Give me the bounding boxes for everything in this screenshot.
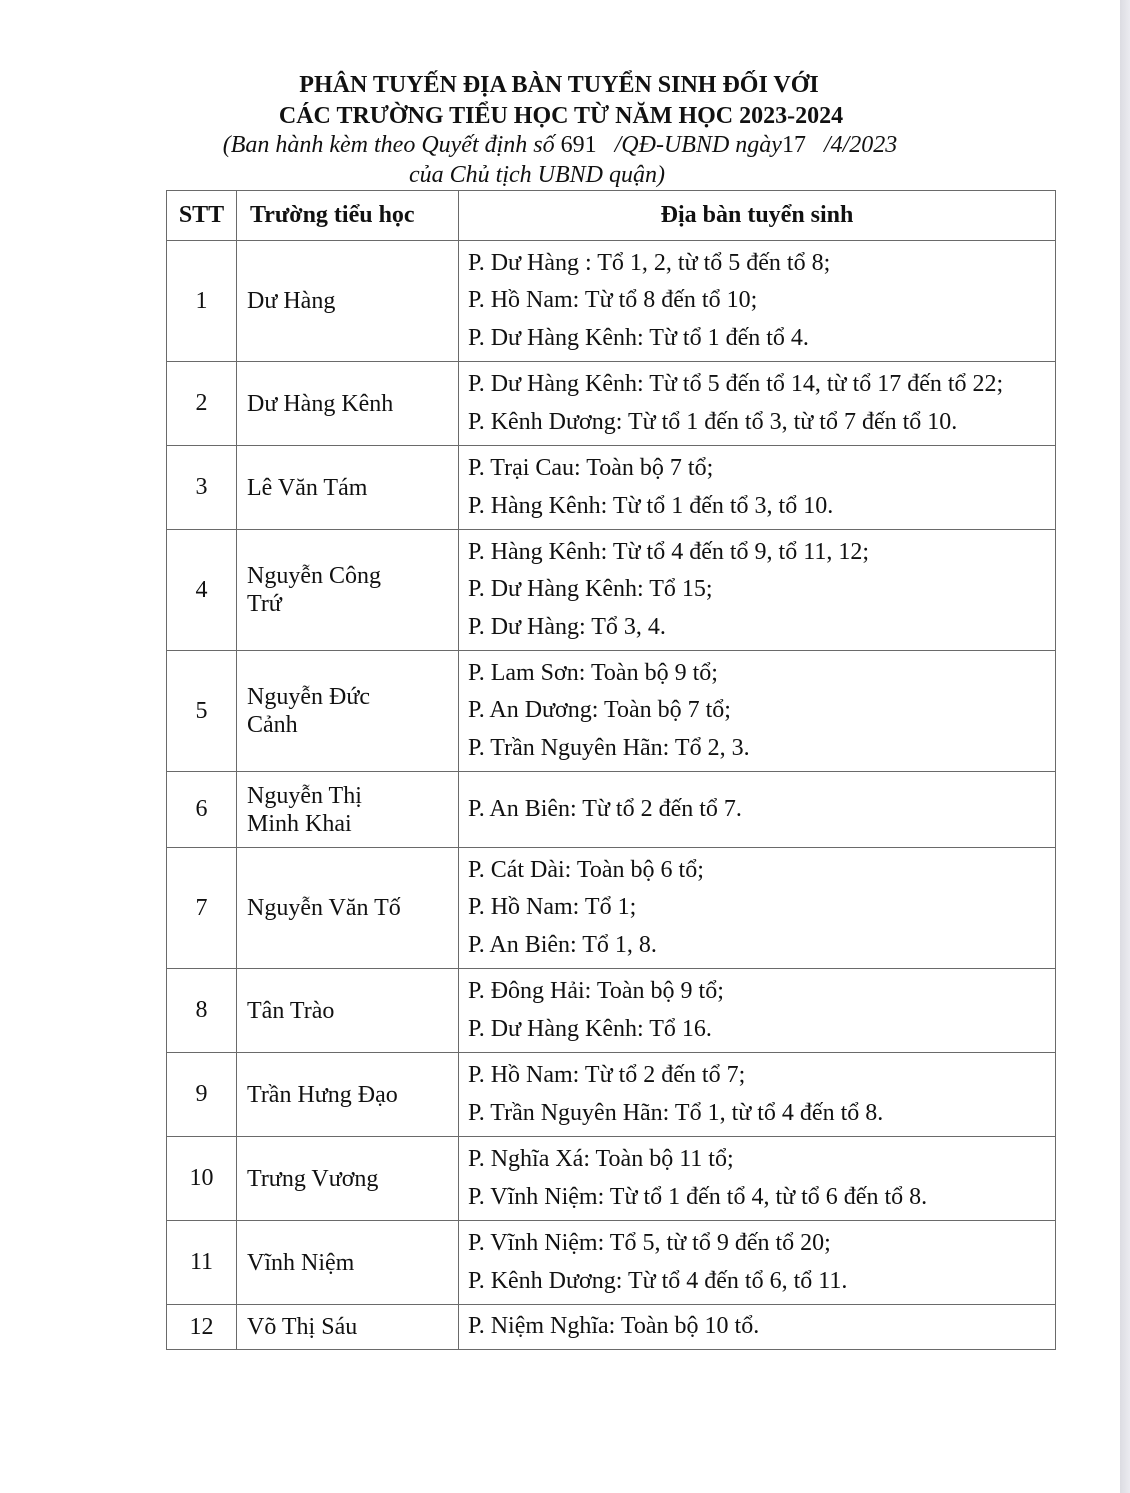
school-name-line: Tân Trào: [247, 997, 335, 1024]
area-line: P. Hồ Nam: Tổ 1;: [468, 894, 637, 921]
cell-school: [237, 1053, 459, 1137]
area-line: P. Hàng Kênh: Từ tổ 1 đến tổ 3, tổ 10.: [468, 492, 834, 519]
cell-area: [459, 772, 1056, 848]
subtitle-prefix: (Ban hành kèm theo Quyết định số: [222, 132, 561, 158]
area-line: P. Trại Cau: Toàn bộ 7 tổ;: [468, 455, 714, 481]
area-line: P. Vĩnh Niệm: Từ tổ 1 đến tổ 4, từ tổ 6 đến tổ 8.: [468, 1183, 928, 1210]
area-line: P. Vĩnh Niệm: Tổ 5, từ tổ 9 đến tổ 20;: [468, 1230, 831, 1256]
table-row: [167, 848, 1056, 969]
area-line: P. Cát Dài: Toàn bộ 6 tổ;: [468, 856, 704, 883]
area-line: P. Dư Hàng Kênh: Tổ 16.: [468, 1015, 712, 1042]
area-line: P. Dư Hàng Kênh: Tổ 15;: [468, 576, 713, 603]
area-line: P. An Biên: Từ tổ 2 đến tổ 7.: [468, 795, 742, 822]
school-name-line: Vĩnh Niệm: [247, 1249, 355, 1276]
cell-stt: 11: [167, 1221, 237, 1305]
school-name-line: Nguyễn Văn Tố: [247, 895, 401, 921]
cell-stt: 10: [167, 1137, 237, 1221]
document-subtitle-line2: của Chủ tịch UBND quận): [409, 162, 665, 188]
table-row: [167, 362, 1056, 446]
cell-area: [459, 530, 1056, 651]
table-row: [167, 530, 1056, 651]
school-name-line: Võ Thị Sáu: [247, 1314, 358, 1340]
cell-area: [459, 241, 1056, 362]
decision-day: 17: [781, 132, 806, 158]
area-line: P. An Dương: Toàn bộ 7 tổ;: [468, 697, 731, 724]
table-row: [167, 969, 1056, 1053]
school-name-line: Trưng Vương: [247, 1165, 379, 1192]
area-line: P. An Biên: Tổ 1, 8.: [468, 931, 657, 958]
cell-school: [237, 1305, 459, 1350]
cell-stt: 5: [167, 651, 237, 772]
header-school: Trường tiểu học: [237, 191, 459, 241]
document-title-line2: CÁC TRƯỜNG TIỂU HỌC TỪ NĂM HỌC 2023-2024: [278, 103, 844, 129]
cell-school: [237, 772, 459, 848]
subtitle-mid: /QĐ-UBND ngày: [596, 132, 782, 158]
area-line: P. Dư Hàng : Tổ 1, 2, từ tổ 5 đến tổ 8;: [468, 249, 831, 276]
school-name-line: Nguyễn Công: [247, 563, 381, 589]
area-line: P. Dư Hàng Kênh: Từ tổ 1 đến tổ 4.: [468, 324, 809, 351]
page-edge-strip: [1120, 0, 1130, 1493]
area-line: P. Niệm Nghĩa: Toàn bộ 10 tổ.: [468, 1313, 760, 1340]
enrollment-zone-table: [166, 190, 1056, 1350]
school-name-line: Cảnh: [247, 712, 298, 738]
cell-school: [237, 446, 459, 530]
area-line: P. Hồ Nam: Từ tổ 8 đến tổ 10;: [468, 287, 758, 314]
cell-stt: 9: [167, 1053, 237, 1137]
table-row: [167, 241, 1056, 362]
cell-stt: 12: [167, 1305, 237, 1350]
cell-school: [237, 1137, 459, 1221]
table-row: [167, 1053, 1056, 1137]
area-line: P. Hồ Nam: Từ tổ 2 đến tổ 7;: [468, 1062, 746, 1088]
subtitle-suffix: /4/2023: [805, 132, 898, 158]
cell-area: [459, 969, 1056, 1053]
cell-school: [237, 1221, 459, 1305]
document-title-line1: PHÂN TUYẾN ĐỊA BÀN TUYỂN SINH ĐỐI VỚI: [299, 72, 819, 98]
area-line: P. Đông Hải: Toàn bộ 9 tổ;: [468, 978, 724, 1004]
table-header-row: [167, 191, 1056, 241]
cell-area: [459, 1221, 1056, 1305]
table-row: [167, 1221, 1056, 1305]
cell-stt: 7: [167, 848, 237, 969]
cell-school: [237, 651, 459, 772]
area-line: P. Dư Hàng: Tổ 3, 4.: [468, 613, 666, 640]
cell-stt: 4: [167, 530, 237, 651]
decision-number: 691: [560, 132, 597, 158]
cell-school: [237, 241, 459, 362]
school-name-line: Nguyễn Đức: [247, 684, 370, 710]
school-name-line: Minh Khai: [247, 810, 352, 837]
area-line: P. Trần Nguyên Hãn: Tổ 2, 3.: [468, 734, 750, 761]
area-line: P. Trần Nguyên Hãn: Tổ 1, từ tổ 4 đến tổ 8.: [468, 1099, 884, 1126]
cell-area: [459, 1053, 1056, 1137]
school-name-line: Dư Hàng: [247, 288, 336, 314]
cell-school: [237, 530, 459, 651]
area-line: P. Hàng Kênh: Từ tổ 4 đến tổ 9, tổ 11, 12;: [468, 538, 869, 565]
cell-stt: 8: [167, 969, 237, 1053]
cell-school: [237, 362, 459, 446]
header-stt: STT: [167, 191, 237, 241]
table-row: [167, 1305, 1056, 1350]
cell-school: [237, 848, 459, 969]
cell-area: [459, 446, 1056, 530]
document-subtitle: [0, 130, 1125, 160]
cell-stt: 2: [167, 362, 237, 446]
cell-area: [459, 1137, 1056, 1221]
area-line: P. Nghĩa Xá: Toàn bộ 11 tổ;: [468, 1146, 734, 1172]
table-row: [167, 1137, 1056, 1221]
school-name-line: Dư Hàng Kênh: [247, 390, 394, 417]
cell-area: [459, 1305, 1056, 1350]
school-name-line: Trứ: [247, 591, 282, 617]
area-line: P. Dư Hàng Kênh: Từ tổ 5 đến tổ 14, từ tổ 17 đến tổ 22;: [468, 371, 1004, 397]
cell-stt: 6: [167, 772, 237, 848]
school-name-line: Lê Văn Tám: [247, 474, 368, 501]
cell-stt: 3: [167, 446, 237, 530]
cell-area: [459, 651, 1056, 772]
header-area: Địa bàn tuyển sinh: [459, 191, 1056, 241]
table-row: [167, 446, 1056, 530]
area-line: P. Kênh Dương: Từ tổ 1 đến tổ 3, từ tổ 7 đến tổ 10.: [468, 408, 958, 435]
area-line: P. Kênh Dương: Từ tổ 4 đến tổ 6, tổ 11.: [468, 1267, 848, 1294]
cell-area: [459, 848, 1056, 969]
school-name-line: Nguyễn Thị: [247, 782, 362, 809]
school-name-line: Trần Hưng Đạo: [247, 1081, 398, 1108]
table-row: [167, 651, 1056, 772]
cell-area: [459, 362, 1056, 446]
table-row: [167, 772, 1056, 848]
cell-school: [237, 969, 459, 1053]
cell-stt: 1: [167, 241, 237, 362]
area-line: P. Lam Sơn: Toàn bộ 9 tổ;: [468, 659, 718, 686]
